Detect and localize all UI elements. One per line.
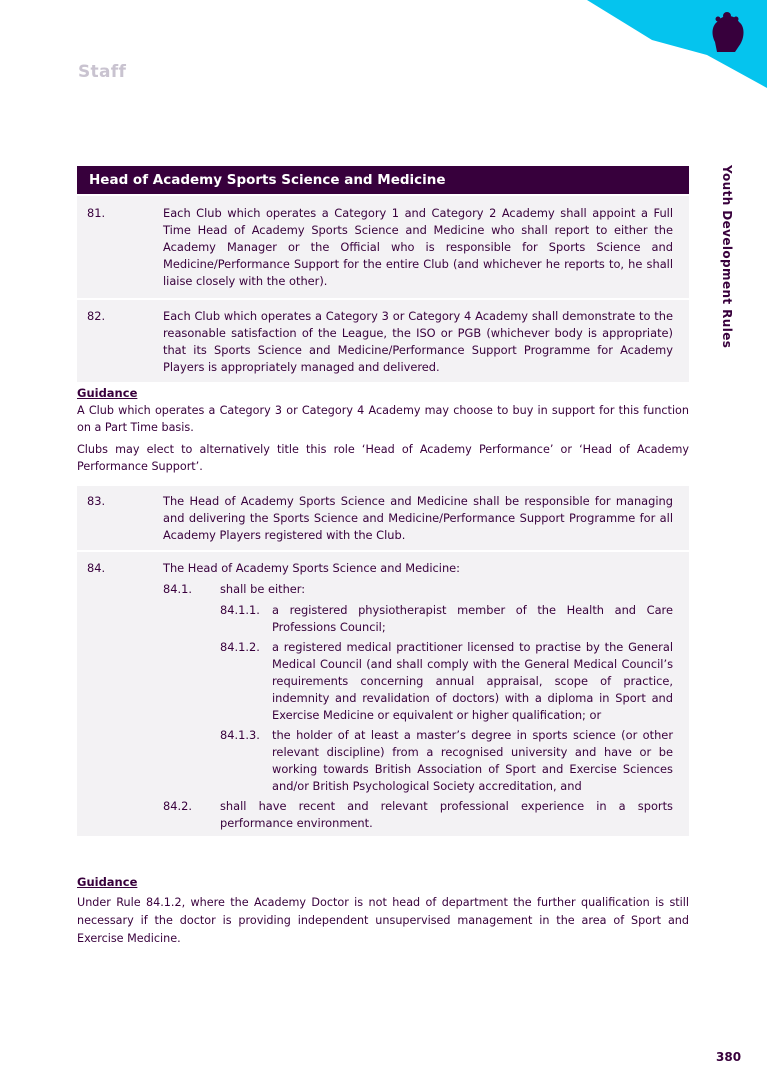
section-title: Staff <box>78 62 127 82</box>
guidance-heading: Guidance <box>77 875 138 889</box>
rule-84 <box>77 552 689 836</box>
guidance-section-2 <box>77 867 689 950</box>
rules-table <box>77 166 689 382</box>
corner-decoration <box>567 0 767 90</box>
page-number: 380 <box>716 1050 742 1064</box>
guidance-section-1 <box>77 378 689 477</box>
guidance-paragraph: Under Rule 84.1.2, where the Academy Doctor is not head of department the further qualification is still necessary if the doctor is providing independent unsupervised management in the area of Sport and Exercise Medicine. <box>77 896 689 945</box>
rule-81 <box>77 196 689 298</box>
side-label: Youth Development Rules <box>720 165 734 349</box>
rule-83 <box>77 486 689 550</box>
table-title: Head of Academy Sports Science and Medicine <box>77 166 689 194</box>
subrule-84-1-1 <box>220 602 673 636</box>
subrule-number: 84.1.3. <box>220 728 260 742</box>
rule-number: 84. <box>87 561 106 575</box>
rules-table-2 <box>77 484 689 836</box>
guidance-heading: Guidance <box>77 386 138 400</box>
rule-number: 83. <box>87 494 106 508</box>
rule-number: 82. <box>87 309 106 323</box>
subrule-number: 84.1.1. <box>220 603 260 617</box>
rule-text: Each Club which operates a Category 3 or Category 4 Academy shall demonstrate to the reasonable satisfaction of the League, the ISO or PGB (whichever body is appropriate) that its Sports Science and Medicine/Performance Support Programme for Academy Players is appropriately managed and delivered. <box>163 309 673 374</box>
subrule-84-1-2 <box>220 639 673 724</box>
rule-number: 81. <box>87 206 106 220</box>
subrule-84-2 <box>163 798 673 832</box>
subrule-text: shall be either: <box>220 582 306 596</box>
rule-text: Each Club which operates a Category 1 and Category 2 Academy shall appoint a Full Time Head of Academy Sports Science and Medicine who shall report to either the Academy Manager or the Official who is responsible for Sports Science and Medicine/Performance Support for the entire Club (and whichever he reports to, he shall liaise closely with the other). <box>163 206 673 288</box>
rule-text: The Head of Academy Sports Science and Medicine: <box>163 561 461 575</box>
guidance-paragraph: Clubs may elect to alternatively title this role ‘Head of Academy Performance’ or ‘Head of Academy Performance Support’. <box>77 443 689 473</box>
rule-text: The Head of Academy Sports Science and Medicine shall be responsible for managing and delivering the Sports Science and Medicine/Performance Support Programme for all Academy Players registered with the Club. <box>163 494 673 542</box>
subrule-84-1-3 <box>220 727 673 795</box>
subrule-number: 84.1. <box>163 582 192 596</box>
subrule-number: 84.2. <box>163 799 192 813</box>
rule-82 <box>77 300 689 382</box>
subrule-text: a registered physiotherapist member of the Health and Care Professions Council; <box>272 603 673 634</box>
subrule-text: the holder of at least a master’s degree in sports science (or other relevant discipline) from a recognised university and have or be working towards British Association of Sport and Exercise Sciences and/or British Psychological Society accreditation, and <box>272 728 673 793</box>
subrule-number: 84.1.2. <box>220 640 260 654</box>
guidance-paragraph: A Club which operates a Category 3 or Category 4 Academy may choose to buy in support for this function on a Part Time basis. <box>77 404 689 434</box>
subrule-84-1 <box>163 581 673 598</box>
subrule-text: shall have recent and relevant professional experience in a sports performance environment. <box>220 799 673 830</box>
subrule-text: a registered medical practitioner licensed to practise by the General Medical Council (and shall comply with the General Medical Council’s requirements concerning annual appraisal, scope of practice, indemnity and revalidation of doctors) with a diploma in Sport and Exercise Medicine or equivalent or higher qualification; or <box>272 640 673 722</box>
